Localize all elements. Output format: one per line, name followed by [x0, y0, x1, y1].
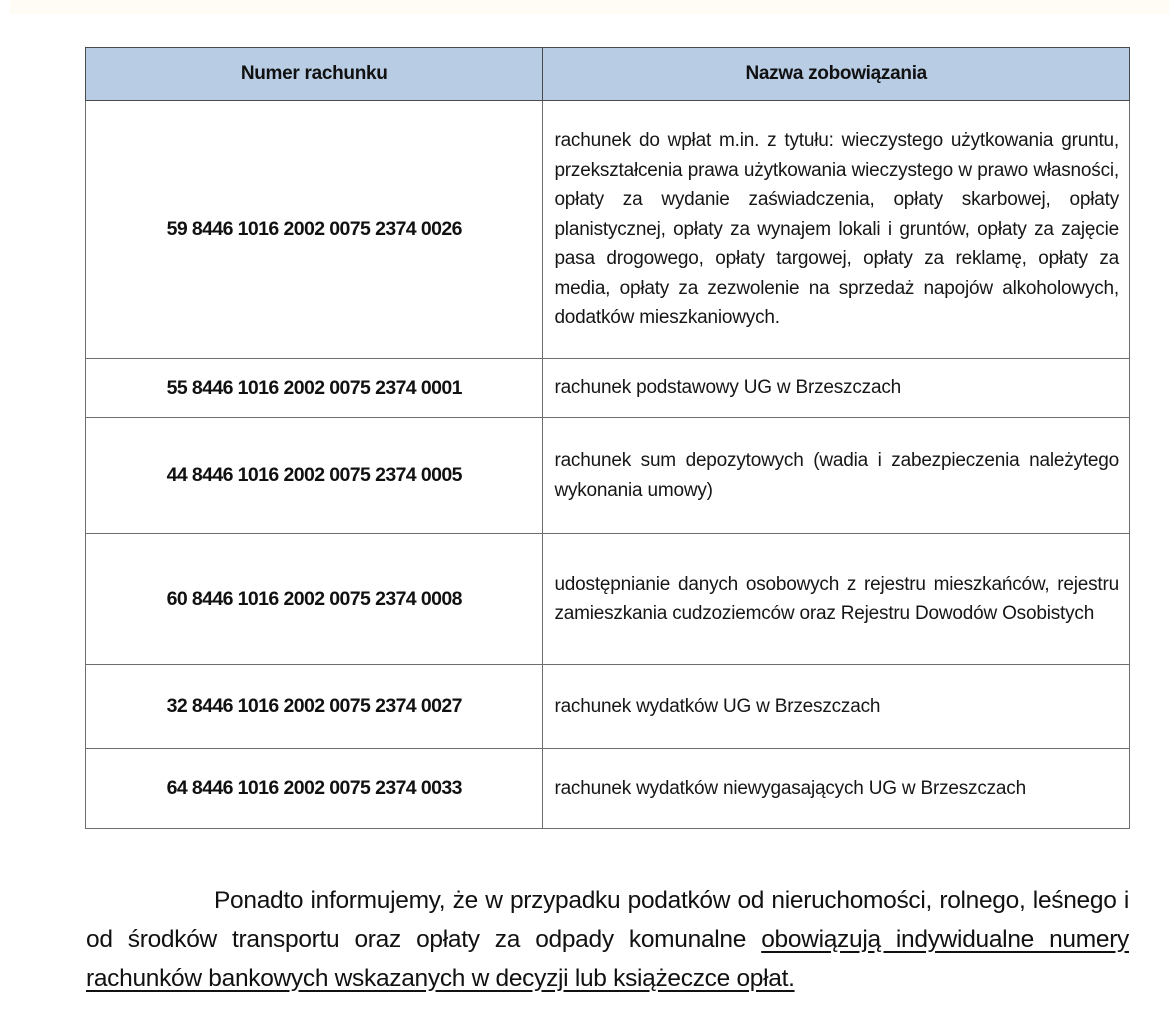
account-number: 55 8446 1016 2002 0075 2374 0001 [86, 359, 543, 418]
obligation-name: rachunek wydatków UG w Brzeszczach [543, 665, 1130, 749]
column-header-account-number: Numer rachunku [86, 48, 543, 101]
obligation-name: udostępnianie danych osobowych z rejestru mieszkańców, rejestru zamieszkania cudzoziemców oraz Rejestru Dowodów Osobistych [543, 534, 1130, 665]
account-number: 64 8446 1016 2002 0075 2374 0033 [86, 749, 543, 829]
account-number: 60 8446 1016 2002 0075 2374 0008 [86, 534, 543, 665]
table-row [86, 749, 1130, 829]
column-header-obligation-name: Nazwa zobowiązania [543, 48, 1130, 101]
account-number: 32 8446 1016 2002 0075 2374 0027 [86, 665, 543, 749]
table-row [86, 665, 1130, 749]
paragraph-text: Ponadto informujemy, że w przypadku podatków od nieruchomości, rolnego, leśnego i od środków transportu oraz opłaty za odpady komunalne [86, 886, 1129, 953]
table-header-row [86, 48, 1130, 101]
obligation-name: rachunek podstawowy UG w Brzeszczach [543, 359, 1130, 418]
bank-accounts-table [85, 47, 1130, 829]
account-number: 44 8446 1016 2002 0075 2374 0005 [86, 418, 543, 534]
obligation-name: rachunek sum depozytowych (wadia i zabezpieczenia należytego wykonania umowy) [543, 418, 1130, 534]
obligation-name: rachunek do wpłat m.in. z tytułu: wieczystego użytkowania gruntu, przekształcenia prawa użytkowania wieczystego w prawo własności, opłaty za wydanie zaświadczenia, opłaty skarbowej, opłaty planistycznej, opłaty za wynajem lokali i gruntów, opłaty za zajęcie pasa drogowego, opłaty targowej, opłaty za reklamę, opłaty za media, opłaty za zezwolenie na sprzedaż napojów alkoholowych, dodatków mieszkaniowych. [543, 101, 1130, 359]
table-row [86, 101, 1130, 359]
paragraph-underlined-text: obowiązują indywidualne numery rachunków bankowych wskazanych w decyzji lub książeczce opłat. [86, 925, 1129, 992]
info-paragraph [86, 881, 1129, 998]
obligation-name: rachunek wydatków niewygasających UG w Brzeszczach [543, 749, 1130, 829]
page-top-band [10, 0, 1169, 14]
account-number: 59 8446 1016 2002 0075 2374 0026 [86, 101, 543, 359]
table-row [86, 534, 1130, 665]
table-row [86, 359, 1130, 418]
table-row [86, 418, 1130, 534]
